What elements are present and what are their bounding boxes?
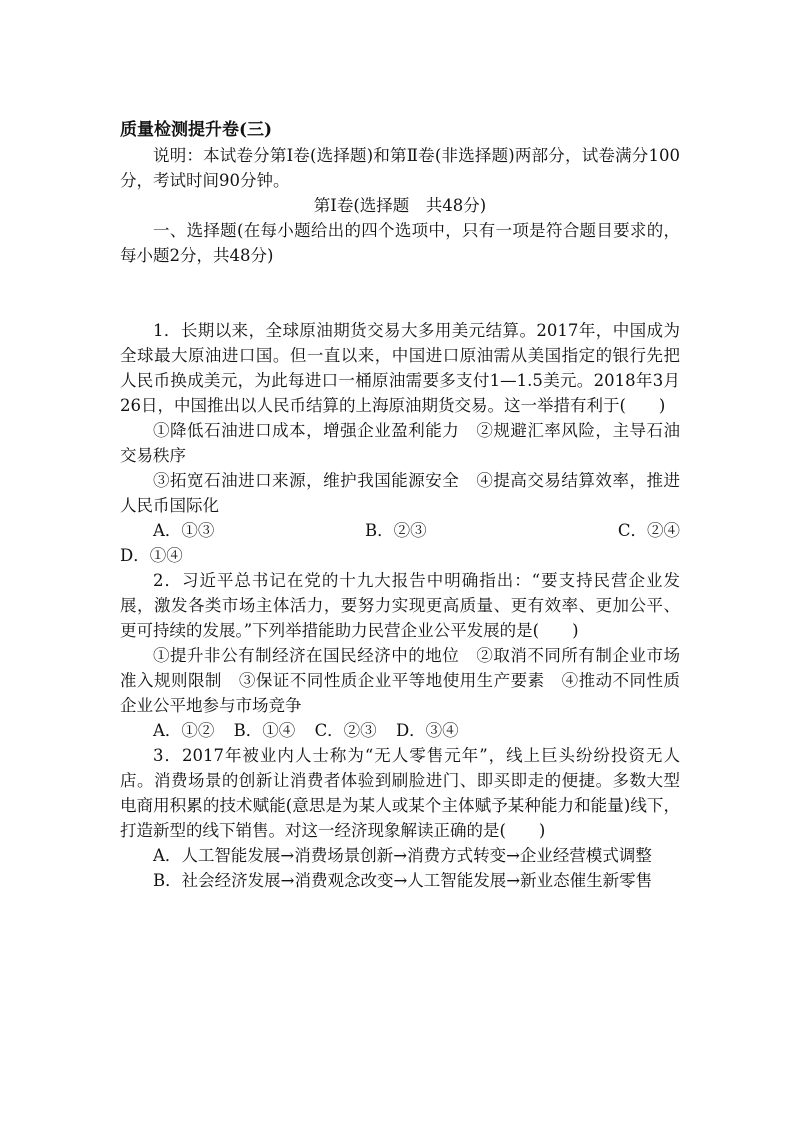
option-b[interactable]: B．②③ <box>365 521 427 540</box>
spacer <box>120 268 680 318</box>
question-stem: 1．长期以来，全球原油期货交易大多用美元结算。2017年，中国成为全球最大原油进口国。但一直以来，中国进口原油需从美国指定的银行先把人民币换成美元，为此每进口一桶原油需要多支付1—1.5美元。2018年3月26日，中国推出以人民币结算的上海原油期货交易。这一举措有利于( ) <box>120 321 680 415</box>
question-statement: ①提升非公有制经济在国民经济中的地位 ②取消不同所有制企业市场准入规则限制 ③保证不同性质企业平等地使用生产要素 ④推动不同性质企业公平地参与市场竞争 <box>120 646 680 715</box>
document-page <box>120 118 680 893</box>
option-a[interactable]: A．①③ <box>153 521 215 540</box>
answer-options <box>153 518 680 543</box>
question-statement: ③拓宽石油进口来源，维护我国能源安全 ④提高交易结算效率，推进人民币国际化 <box>120 471 680 515</box>
question-statement: ①降低石油进口成本，增强企业盈利能力 ②规避汇率风险，主导石油交易秩序 <box>120 421 680 465</box>
option-c[interactable]: C．②③ <box>314 721 377 740</box>
option-a[interactable]: A．①② <box>153 721 215 740</box>
question-1 <box>120 318 680 568</box>
option-d[interactable]: D．③④ <box>395 721 459 740</box>
option-d[interactable]: D．①④ <box>120 546 183 565</box>
question-3 <box>120 743 680 893</box>
answer-options <box>153 718 680 743</box>
question-2 <box>120 568 680 743</box>
part-heading: 第Ⅰ卷(选择题 共48分) <box>313 196 487 215</box>
option-a[interactable]: A．人工智能发展→消费场景创新→消费方式转变→企业经营模式调整 <box>153 846 652 865</box>
section-heading: 一、选择题(在每小题给出的四个选项中，只有一项是符合题目要求的，每小题2分，共48分) <box>120 221 680 265</box>
question-stem: 2．习近平总书记在党的十九大报告中明确指出：“要支持民营企业发展，激发各类市场主体活力，要努力实现更高质量、更有效率、更加公平、更可持续的发展。”下列举措能助力民营企业公平发展的是( ) <box>120 571 680 640</box>
option-b[interactable]: B．①④ <box>233 721 296 740</box>
option-c[interactable]: C．②④ <box>617 521 680 540</box>
exam-instructions: 说明：本试卷分第Ⅰ卷(选择题)和第Ⅱ卷(非选择题)两部分，试卷满分100分，考试时间90分钟。 <box>120 146 680 190</box>
document-title: 质量检测提升卷(三) <box>120 120 273 140</box>
option-b[interactable]: B．社会经济发展→消费观念改变→人工智能发展→新业态催生新零售 <box>153 871 653 890</box>
question-stem: 3．2017年被业内人士称为“无人零售元年”，线上巨头纷纷投资无人店。消费场景的创新让消费者体验到刷脸进门、即买即走的便捷。多数大型电商用积累的技术赋能(意思是为某人或某个主体赋予某种能力和能量)线下，打造新型的线下销售。对这一经济现象解读正确的是( ) <box>120 746 680 840</box>
